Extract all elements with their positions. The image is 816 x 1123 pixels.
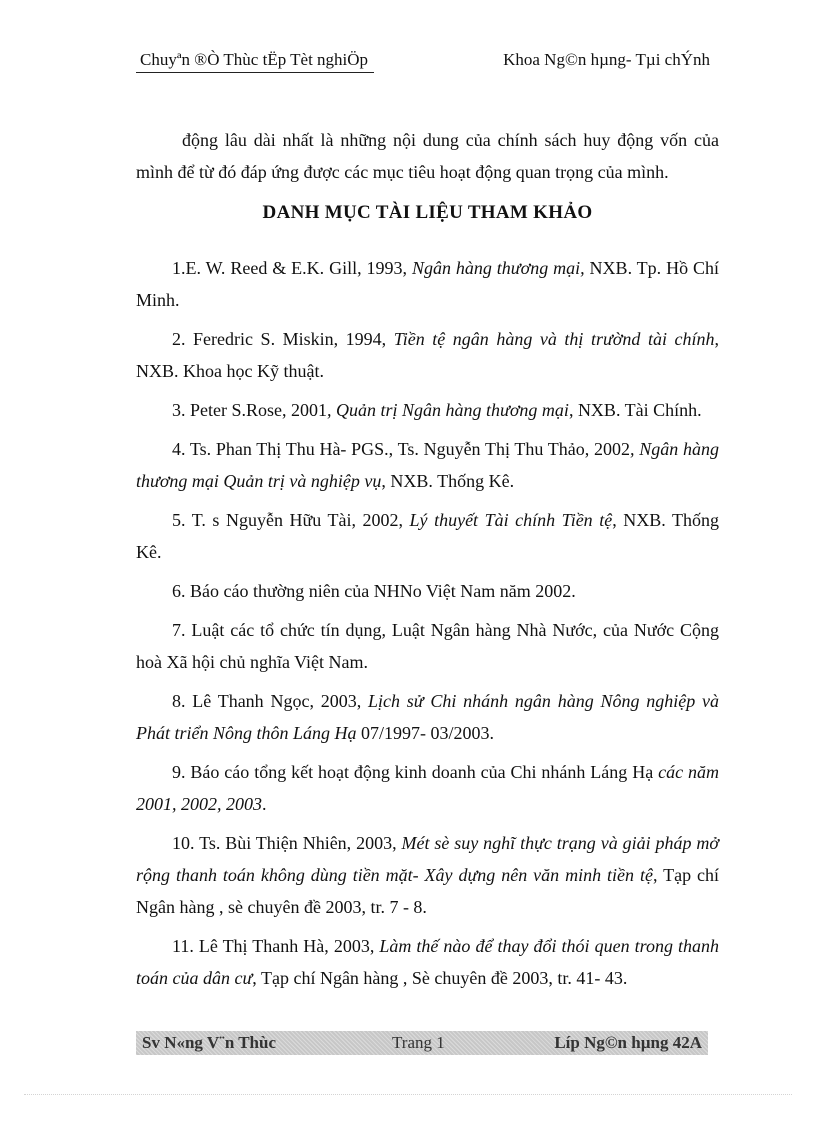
page-header — [136, 50, 716, 74]
header-left-text: Chuyªn ®Ò Thùc tËp Tèt nghiÖp — [136, 50, 374, 73]
reference-item-4: 4. Ts. Phan Thị Thu Hà- PGS., Ts. Nguyễn Thị Thu Thảo, 2002, Ngân hàng thương mại Quản trị và nghiệp vụ, NXB. Thống Kê. — [136, 439, 719, 491]
header-right-text: Khoa Ng©n hµng- Tµi chÝnh — [503, 50, 710, 69]
references-list — [136, 252, 719, 1001]
reference-item-8: 8. Lê Thanh Ngọc, 2003, Lịch sử Chi nhánh ngân hàng Nông nghiệp và Phát triển Nông thôn Láng Hạ 07/1997- 03/2003. — [136, 691, 719, 743]
reference-item-2: 2. Feredric S. Miskin, 1994, Tiền tệ ngân hàng và thị trườnd tài chính, NXB. Khoa học Kỹ thuật. — [136, 329, 719, 381]
reference-item-10: 10. Ts. Bùi Thiện Nhiên, 2003, Mét sè suy nghĩ thực trạng và giải pháp mở rộng thanh toán không dùng tiền mặt- Xây dựng nên văn minh tiền tệ, Tạp chí Ngân hàng , sè chuyên đề 2003, tr. 7 - 8. — [136, 833, 720, 917]
reference-item-11: 11. Lê Thị Thanh Hà, 2003, Làm thế nào để thay đổi thói quen trong thanh toán của dân cư, Tạp chí Ngân hàng , Sè chuyên đề 2003, tr. 41- 43. — [136, 936, 719, 988]
reference-item-5: 5. T. s Nguyễn Hữu Tài, 2002, Lý thuyết Tài chính Tiền tệ, NXB. Thống Kê. — [136, 510, 719, 562]
footer-page-number: Trang 1 — [392, 1033, 445, 1052]
reference-item-3: 3. Peter S.Rose, 2001, Quản trị Ngân hàng thương mại, NXB. Tài Chính. — [172, 400, 702, 420]
intro-paragraph: động lâu dài nhất là những nội dung của chính sách huy động vốn của mình để từ đó đáp ứng được các mục tiêu hoạt động quan trọng của mình. — [136, 130, 719, 182]
footer-student-name: Sv N«ng V¨n Thùc — [142, 1033, 277, 1052]
reference-item-7: 7. Luật các tổ chức tín dụng, Luật Ngân hàng Nhà Nước, của Nước Cộng hoà Xã hội chủ nghĩa Việt Nam. — [136, 620, 719, 672]
reference-item-6: 6. Báo cáo thường niên của NHNo Việt Nam năm 2002. — [172, 581, 576, 601]
reference-item-1: 1.E. W. Reed & E.K. Gill, 1993, Ngân hàng thương mại, NXB. Tp. Hồ Chí Minh. — [136, 258, 719, 310]
page-bottom-edge — [24, 1094, 792, 1095]
reference-item-9: 9. Báo cáo tổng kết hoạt động kinh doanh của Chi nhánh Láng Hạ các năm 2001, 2002, 2003. — [136, 762, 719, 814]
footer-class-name: Líp Ng©n hµng 42A — [554, 1033, 702, 1052]
page-footer — [136, 1031, 708, 1055]
references-heading: DANH MỤC TÀI LIỆU THAM KHẢO — [262, 202, 593, 223]
